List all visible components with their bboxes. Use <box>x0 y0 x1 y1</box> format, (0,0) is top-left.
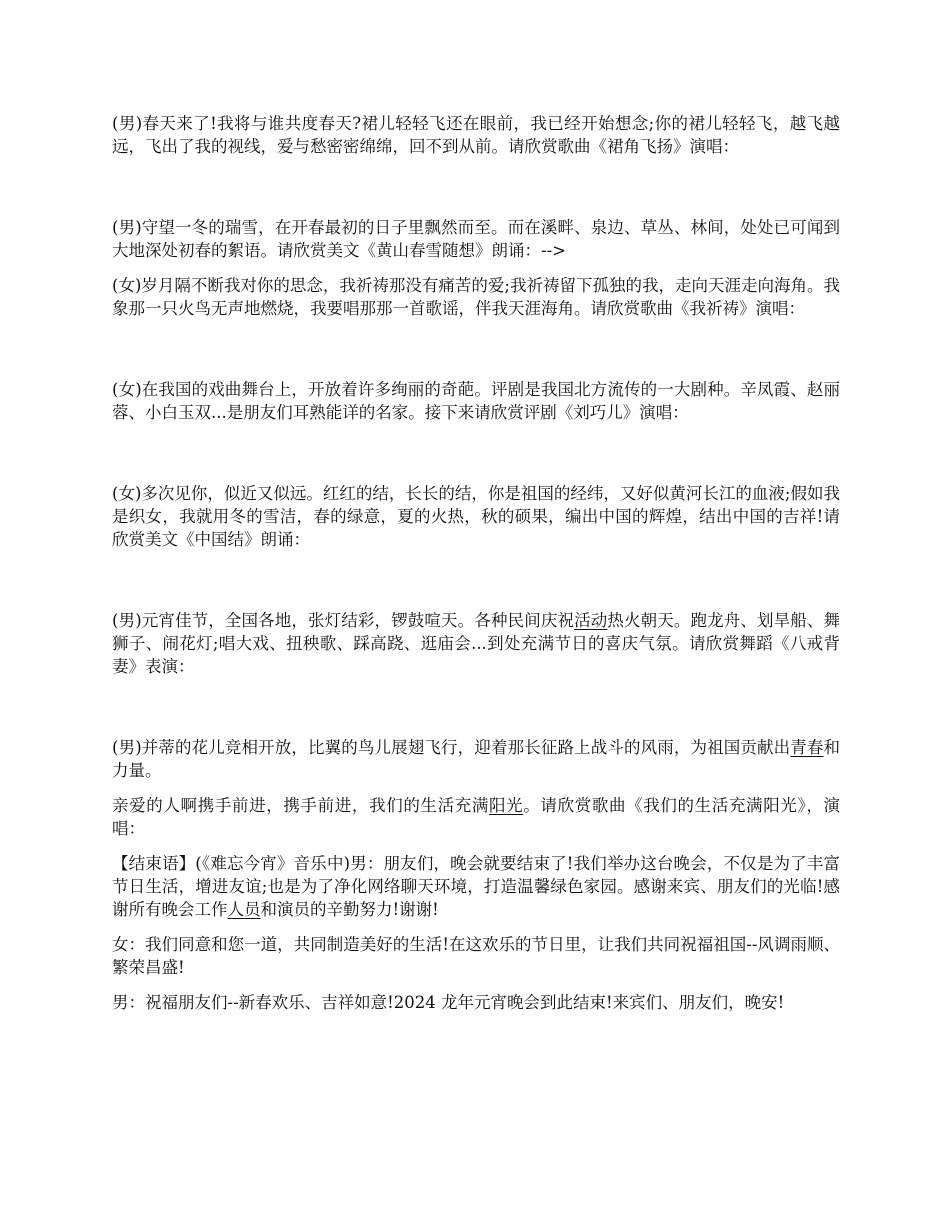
document-body <box>112 112 840 1026</box>
text-segment: (男)元宵佳节，全国各地，张灯结彩，锣鼓喧天。各种民间庆祝 <box>112 611 575 630</box>
text-segment: (男)春天来了!我将与谁共度春天?裙儿轻轻飞还在眼前，我已经开始想念;你的裙儿轻轻飞，越飞越远，飞出了我的视线，爱与愁密密绵绵，回不到从前。请欣赏歌曲《裙角飞扬》演唱： <box>112 114 840 156</box>
text-segment: (女)多次见你，似近又似远。红红的结，长长的结，你是祖国的经纬，又好似黄河长江的血液;假如我是织女，我就用冬的雪洁，春的绿意，夏的火热，秋的硕果，编出中国的辉煌，结出中国的吉祥!请欣赏美文《中国结》朗诵： <box>112 484 840 549</box>
text-segment: 和演员的辛勤努力!谢谢! <box>260 900 439 919</box>
paragraph <box>112 991 840 1014</box>
paragraph <box>112 609 840 678</box>
link-yangguang[interactable]: 阳光 <box>489 796 524 815</box>
paragraph <box>112 736 840 782</box>
paragraph <box>112 378 840 424</box>
text-segment: 。请欣赏歌曲《我们的生活充满阳光》，演唱： <box>112 796 841 838</box>
text-segment: 热火朝天。跑龙舟、划旱船、舞狮子、闹花灯;唱大戏、扭秧歌、踩高跷、逛庙会...到处充满节日的喜庆气氛。请欣赏舞蹈《八戒背妻》表演： <box>112 611 841 676</box>
paragraph <box>112 482 840 551</box>
link-qingchun[interactable]: 青春 <box>790 738 824 757</box>
text-segment: (男)守望一冬的瑞雪，在开春最初的日子里飘然而至。而在溪畔、泉边、草丛、林间，处处已可闻到大地深处初春的絮语。请欣赏美文《黄山春雪随想》朗诵：--> <box>112 218 840 260</box>
paragraph <box>112 274 840 320</box>
paragraph <box>112 852 840 921</box>
text-segment: 女：我们同意和您一道，共同制造美好的生活!在这欢乐的节日里，让我们共同祝福祖国--风调雨顺、繁荣昌盛! <box>112 935 840 977</box>
paragraph <box>112 112 840 158</box>
paragraph <box>112 794 840 840</box>
link-huodong[interactable]: 活动 <box>574 611 608 630</box>
text-segment: 【结束语】(《难忘今宵》音乐中)男：朋友们，晚会就要结束了!我们举办这台晚会，不仅是为了丰富节日生活，增进友谊;也是为了净化网络聊天环境，打造温馨绿色家园。感谢来宾、朋友们的光临!感谢所有晚会工作 <box>112 854 840 919</box>
text-segment: (女)在我国的戏曲舞台上，开放着许多绚丽的奇葩。评剧是我国北方流传的一大剧种。辛凤霞、赵丽蓉、小白玉双...是朋友们耳熟能详的名家。接下来请欣赏评剧《刘巧儿》演唱： <box>112 380 840 422</box>
text-segment: 和力量。 <box>112 738 841 780</box>
text-segment: (男)并蒂的花儿竞相开放，比翼的鸟儿展翅飞行，迎着那长征路上战斗的风雨，为祖国贡献出 <box>112 738 791 757</box>
link-renyuan[interactable]: 人员 <box>227 900 261 919</box>
paragraph <box>112 216 840 262</box>
text-segment: (女)岁月隔不断我对你的思念，我祈祷那没有痛苦的爱;我祈祷留下孤独的我，走向天涯走向海角。我象那一只火鸟无声地燃烧，我要唱那那一首歌谣，伴我天涯海角。请欣赏歌曲《我祈祷》演唱： <box>112 276 840 318</box>
text-segment: 男：祝福朋友们--新春欢乐、吉祥如意!2024 龙年元宵晚会到此结束!来宾们、朋友们，晚安! <box>112 993 785 1012</box>
text-segment: 亲爱的人啊携手前进，携手前进，我们的生活充满 <box>112 796 490 815</box>
paragraph <box>112 933 840 979</box>
